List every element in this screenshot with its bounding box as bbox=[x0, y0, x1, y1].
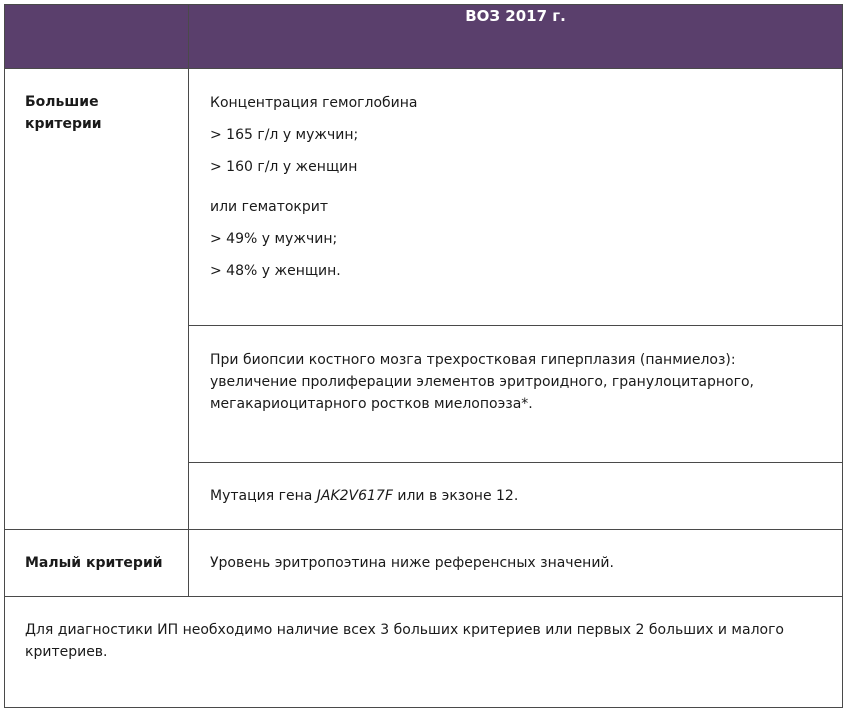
who-2017-criteria-table bbox=[4, 4, 843, 708]
minor-criterion-row bbox=[5, 530, 843, 597]
header-title: ВОЗ 2017 г. bbox=[189, 5, 843, 69]
table-header-row bbox=[5, 5, 843, 69]
hemoglobin-men: > 165 г/л у мужчин; bbox=[210, 127, 359, 143]
mutation-prefix: Мутация гена bbox=[210, 488, 317, 504]
mutation-criterion-cell bbox=[189, 463, 843, 530]
hematocrit-men: > 49% у мужчин; bbox=[210, 231, 338, 247]
minor-criterion-label: Малый критерий bbox=[5, 530, 189, 597]
footer-note: Для диагностики ИП необходимо наличие всех 3 больших критериев или первых 2 больших и малого критериев. bbox=[5, 597, 843, 708]
hematocrit-women: > 48% у женщин. bbox=[210, 263, 341, 279]
hemoglobin-criterion-cell bbox=[189, 69, 843, 326]
minor-criterion-text: Уровень эритропоэтина ниже референсных значений. bbox=[189, 530, 843, 597]
mutation-gene: JAK2V617F bbox=[316, 488, 393, 504]
major-criteria-label: Большие критерии bbox=[5, 69, 189, 530]
hematocrit-title: или гематокрит bbox=[210, 199, 329, 215]
header-empty-cell bbox=[5, 5, 189, 69]
biopsy-criterion-cell bbox=[189, 326, 843, 463]
footer-row bbox=[5, 597, 843, 708]
hemoglobin-title: Концентрация гемоглобина bbox=[210, 95, 418, 111]
mutation-suffix: или в экзоне 12. bbox=[392, 488, 519, 504]
hemoglobin-women: > 160 г/л у женщин bbox=[210, 159, 358, 175]
biopsy-text: При биопсии костного мозга трехростковая гиперплазия (панмиелоз): увеличение пролиферации элементов эритроидного, гранулоцитарного, мегакариоцитарного ростков миелопоэза*. bbox=[210, 352, 754, 412]
major-criteria-row-hemoglobin bbox=[5, 69, 843, 326]
